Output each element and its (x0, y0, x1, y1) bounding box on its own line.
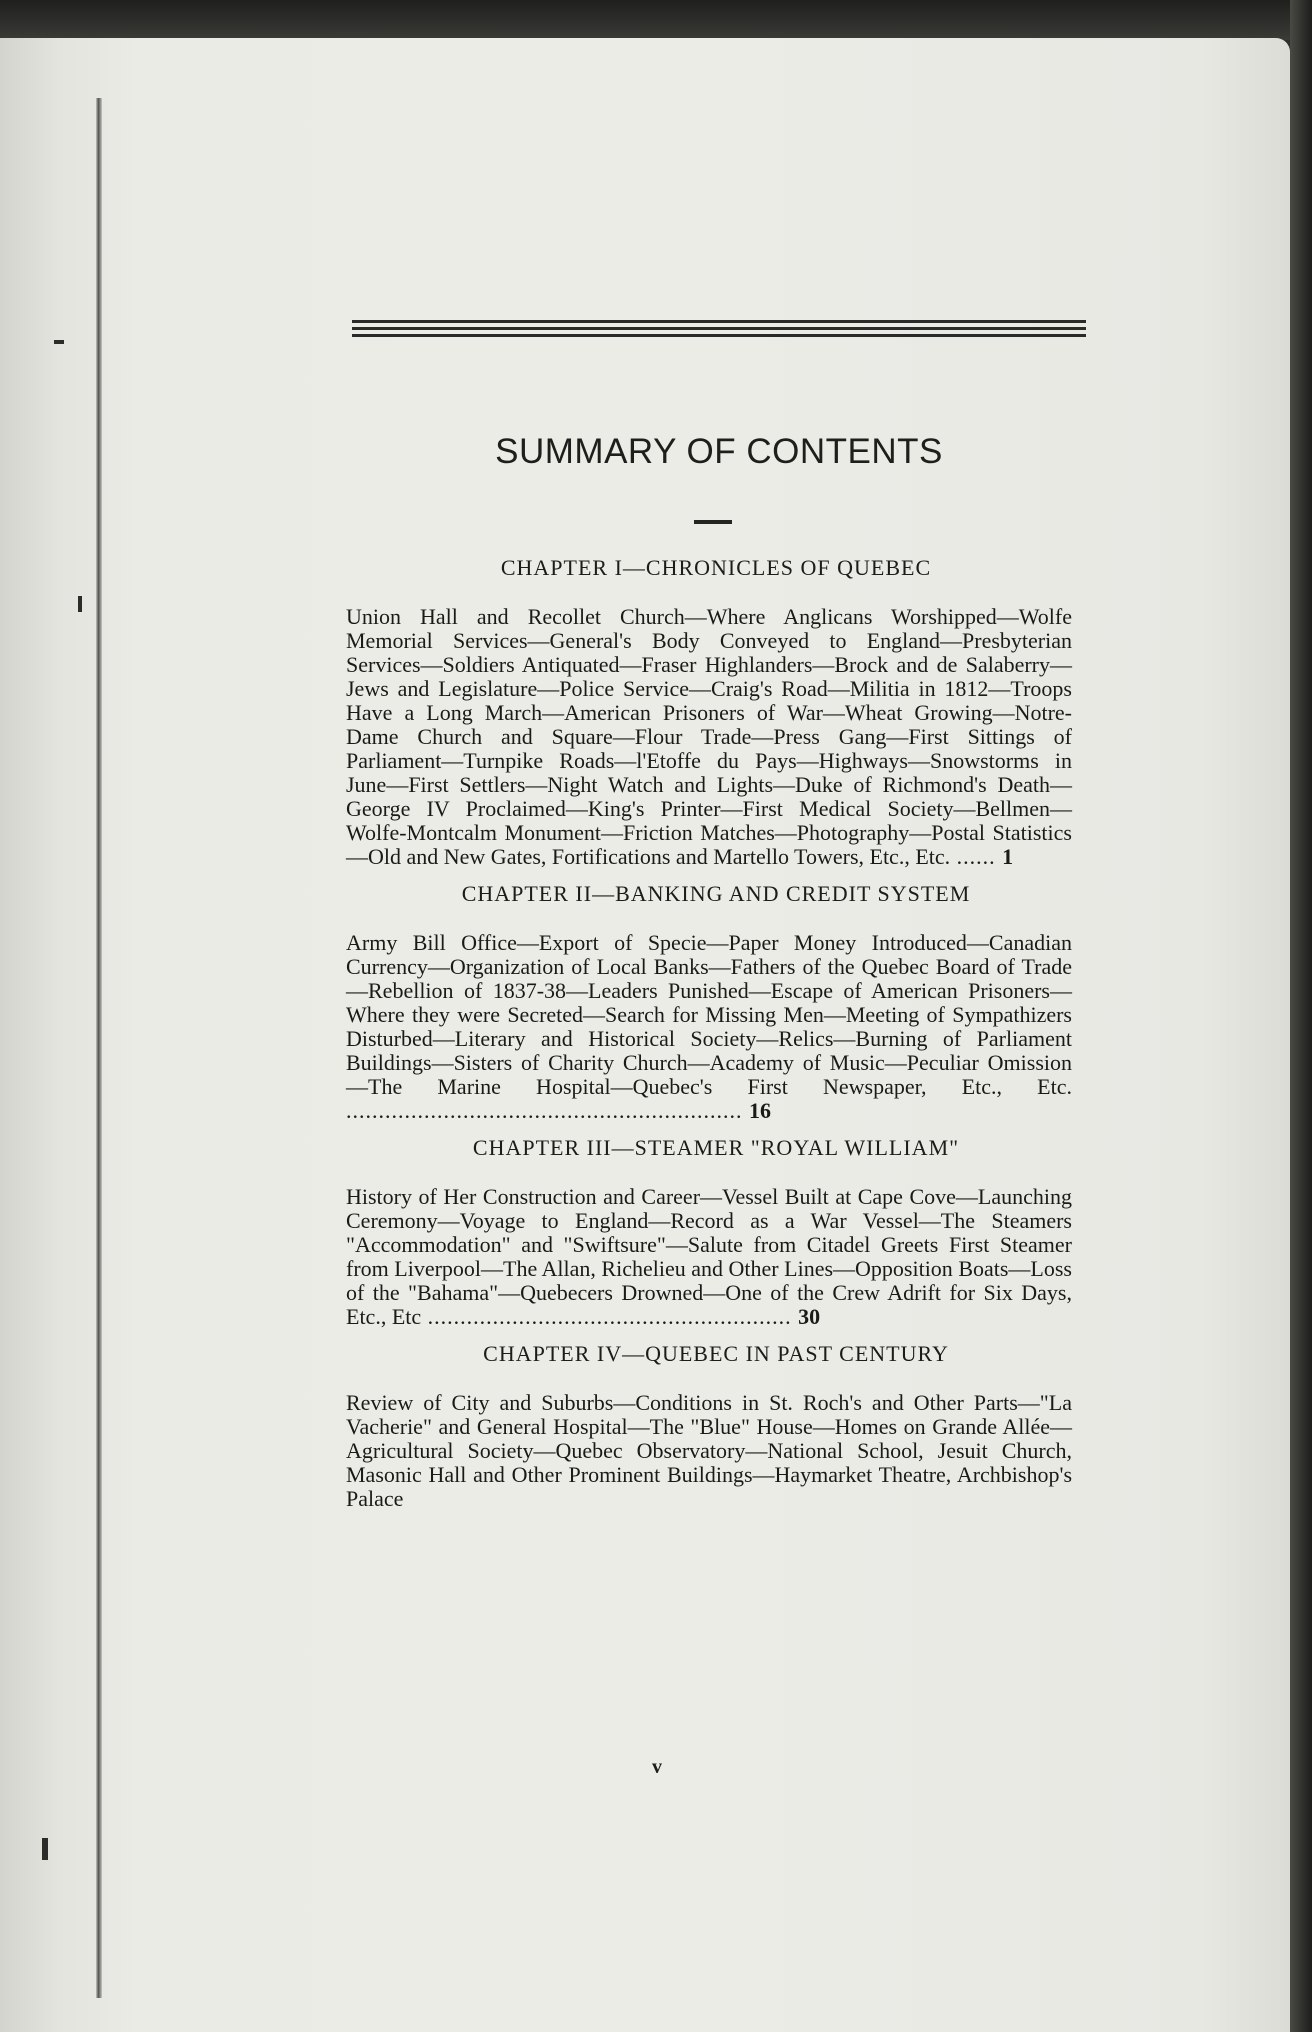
chapter-entry (318, 881, 1074, 1123)
chapter-heading: CHAPTER I—CHRONICLES OF QUEBEC (500, 555, 932, 580)
summary-text: Review of City and Suburbs—Conditions in St. Roch's and Other Parts—"La Vacherie" and General Hospital—The "Blue" House—Homes on Grande Allée—Agricultural Society—Quebec Observatory—National School, Jesuit Church, Masonic Hall and Other Prominent Buildings—Haymarket Theatre, Archbishop's Palace (346, 1390, 1072, 1511)
dot-leader: ........................................................ (421, 1304, 799, 1329)
page-title: SUMMARY OF CONTENTS (495, 432, 943, 471)
chapter-summary (318, 1391, 1074, 1511)
dot-leader: ...... (950, 844, 1003, 869)
margin-speck (78, 596, 82, 612)
chapter-summary (318, 1185, 1074, 1329)
dot-leader: ............................................................. (346, 1098, 749, 1123)
page-number: 30 (798, 1304, 821, 1329)
chapter-summary (318, 931, 1074, 1123)
page-number: 1 (1002, 844, 1014, 869)
rule-line (352, 334, 1086, 337)
contents-list (318, 555, 1074, 1523)
rule-line (352, 320, 1086, 323)
chapter-entry (318, 555, 1074, 869)
chapter-heading: CHAPTER III—STEAMER "ROYAL WILLIAM" (472, 1135, 960, 1160)
chapter-entry (318, 1135, 1074, 1329)
summary-text: History of Her Construction and Career—Vessel Built at Cape Cove—Launching Ceremony—Voyage to England—Record as a War Vessel—The Steamers "Accommodation" and "Swiftsure"—Salute from Citadel Greets First Steamer from Liverpool—The Allan, Richelieu and Other Lines—Opposition Boats—Loss of the "Bahama"—Quebecers Drowned—One of the Crew Adrift for Six Days, Etc., Etc (346, 1184, 1072, 1329)
summary-text: Army Bill Office—Export of Specie—Paper Money Introduced—Canadian Currency—Organization of Local Banks—Fathers of the Quebec Board of Trade—Rebellion of 1837-38—Leaders Punished—Escape of American Prisoners—Where they were Secreted—Search for Missing Men—Meeting of Sympathizers Disturbed—Literary and Historical Society—Relics—Burning of Parliament Buildings—Sisters of Charity Church—Academy of Music—Peculiar Omission—The Marine Hospital—Quebec's First Newspaper, Etc., Etc. (346, 930, 1072, 1099)
book-edge-right (1290, 0, 1312, 2032)
rule-line (352, 327, 1086, 330)
chapter-heading: CHAPTER II—BANKING AND CREDIT SYSTEM (461, 881, 971, 906)
title-dash (694, 520, 732, 524)
chapter-heading: CHAPTER IV—QUEBEC IN PAST CENTURY (483, 1341, 949, 1366)
page-folio: v (652, 1756, 662, 1778)
margin-speck (54, 340, 64, 344)
chapter-entry (318, 1341, 1074, 1511)
page-number: 16 (749, 1098, 771, 1123)
margin-speck (42, 1838, 48, 1860)
binding-gutter (96, 98, 102, 1998)
summary-text: Union Hall and Recollet Church—Where Anglicans Worshipped—Wolfe Memorial Services—General's Body Conveyed to England—Presbyterian Services—Soldiers Antiquated—Fraser Highlanders—Brock and de Salaberry—Jews and Legislature—Police Service—Craig's Road—Militia in 1812—Troops Have a Long March—American Prisoners of War—Wheat Growing—Notre-Dame Church and Square—Flour Trade—Press Gang—First Sittings of Parliament—Turnpike Roads—l'Etoffe du Pays—Highways—Snowstorms in June—First Settlers—Night Watch and Lights—Duke of Richmond's Death—George IV Proclaimed—King's Printer—First Medical Society—Bellmen—Wolfe-Montcalm Monument—Friction Matches—Photography—Postal Statistics—Old and New Gates, Fortifications and Martello Towers, Etc., Etc. (346, 604, 1072, 869)
double-rule (352, 320, 1086, 341)
chapter-summary (318, 605, 1074, 869)
book-edge-top (0, 0, 1312, 40)
